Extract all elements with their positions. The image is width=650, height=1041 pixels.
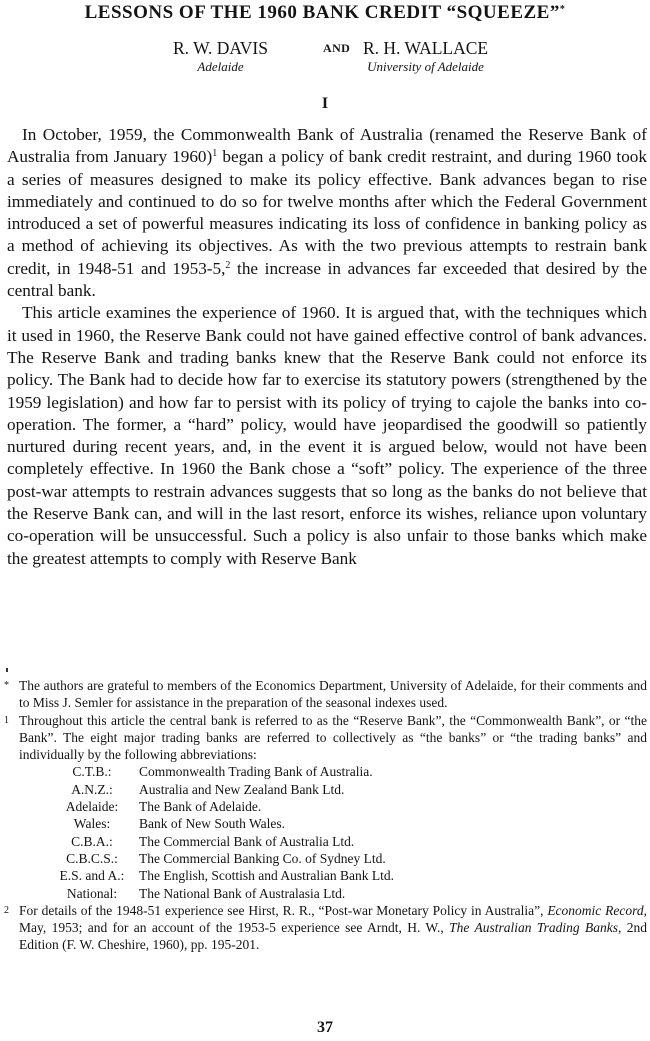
bank-name: Commonwealth Trading Bank of Australia. <box>139 764 373 780</box>
abbreviation: A.N.Z.: <box>71 781 113 797</box>
table-row <box>45 885 394 902</box>
paragraph-text: In October, 1959, the Commonwealth Bank of Australia (renamed the Reserve Bank of Australia from January 1960) <box>7 125 647 167</box>
footnote-2 <box>4 902 647 954</box>
footnote-text: Throughout this article the central bank is referred to as the “Reserve Bank”, the “Commonwealth Bank”, or “the Bank”. The eight major trading banks are referred to collectively as “the banks” or “the trading banks” and individually by the following abbreviations: <box>19 712 647 763</box>
book-title: The Australian Trading Banks <box>449 920 618 936</box>
footnote-text: The authors are grateful to members of the Economics Department, University of Adelaide, for their comments and to Miss J. Semler for assistance in the preparation of the seasonal indexes used. <box>19 678 647 711</box>
table-row <box>45 850 394 867</box>
table-row <box>45 781 394 798</box>
table-row <box>45 833 394 850</box>
paragraph-text: the increase in advances far exceeded that desired by the central bank. <box>7 258 647 301</box>
author-name: R. W. DAVIS <box>173 38 268 58</box>
footnotes <box>4 677 647 954</box>
footnote-text: For details of the 1948-51 experience see Hirst, R. R., “Post-war Monetary Policy in Australia”, <box>19 902 548 918</box>
bank-name: Australia and New Zealand Bank Ltd. <box>139 781 345 797</box>
journal-title: Economic Record <box>547 902 644 918</box>
abbreviation: Adelaide: <box>65 799 119 815</box>
article-title-text: LESSONS OF THE 1960 BANK CREDIT “SQUEEZE” <box>84 2 560 23</box>
abbreviation: National: <box>66 885 118 901</box>
table-row <box>45 763 394 780</box>
abbreviation: C.B.A.: <box>71 833 113 849</box>
author-affiliation: Adelaide <box>197 59 244 74</box>
table-row <box>45 798 394 815</box>
table-row <box>45 867 394 884</box>
footnote-1 <box>4 712 647 764</box>
article-body <box>7 124 647 570</box>
footnote-marker: 2 <box>4 904 9 916</box>
article-title <box>0 2 650 24</box>
abbreviation: C.B.C.S.: <box>66 850 118 866</box>
bank-name: The Commercial Bank of Australia Ltd. <box>139 833 355 849</box>
author-davis <box>173 38 268 74</box>
author-affiliation: University of Adelaide <box>367 59 484 74</box>
bank-name: The English, Scottish and Australian Bank Ltd. <box>139 868 394 884</box>
author-joiner: AND <box>323 41 351 55</box>
footnote-ref-1[interactable]: 1 <box>212 148 218 160</box>
abbreviation: E.S. and A.: <box>59 868 125 884</box>
section-heading: I <box>321 95 329 112</box>
bank-name: Bank of New South Wales. <box>139 816 286 832</box>
bank-abbreviations-table <box>45 763 394 901</box>
footnote-marker: * <box>4 680 9 691</box>
print-speck <box>6 668 8 672</box>
bank-name: The Bank of Adelaide. <box>139 799 262 815</box>
abbreviation: Wales: <box>73 816 111 832</box>
abbreviation: C.T.B.: <box>72 764 112 780</box>
paragraph-2: This article examines the experience of 1960. It is argued that, with the techniques which it used in 1960, the Reserve Bank could not have gained effective control of bank advances. The Reserve Bank and trading banks knew that the Reserve Bank could not enforce its policy. The Bank had to decide how far to exercise its statutory powers (strengthened by the 1959 legislation) and how far to persist with its policy of trying to cajole the banks into co-operation. The former, a “hard” policy, would have jeopardised the goodwill so patiently nurtured during recent years, and, in the event it is argued below, would not have been completely effective. In 1960 the Bank chose a “soft” policy. The experience of the three post-war attempts to restrain advances suggests that so long as the banks do not believe that the Reserve Bank can, and will in the last resort, enforce its wishes, reliance upon voluntary co-operation will be unsuccessful. Such a policy is also unfair to those banks which make the greatest attempts to comply with Reserve Bank <box>7 303 647 568</box>
title-footnote-marker[interactable]: * <box>559 4 566 15</box>
table-row <box>45 815 394 832</box>
footnote-marker: 1 <box>4 714 9 726</box>
footnote-text: , 2nd Edition (F. W. Cheshire, 1960), pp. 195-201. <box>19 920 647 953</box>
paragraph-1 <box>7 124 647 302</box>
bank-name: The Commercial Banking Co. of Sydney Ltd. <box>139 850 386 866</box>
footnote-star <box>4 677 647 712</box>
author-name: R. H. WALLACE <box>363 38 489 58</box>
bank-name: The National Bank of Australasia Ltd. <box>139 885 346 901</box>
footnote-ref-2[interactable]: 2 <box>225 259 231 271</box>
footnote-text: , May, 1953; and for an account of the 1953-5 experience see Arndt, H. W., <box>19 902 648 936</box>
page-number: 37 <box>317 1019 333 1036</box>
paragraph-text: began a policy of bank credit restraint, and during 1960 took a series of measures designed to make its policy effective. Bank advances began to rise immediately and continued to do so for twelve months after which the Federal Government introduced a set of powerful measures indicating its loss of confidence in banking policy as a method of achieving its objectives. As with the two previous attempts to restrain bank credit, in 1948-51 and 1953-5, <box>7 147 647 278</box>
author-wallace <box>363 38 488 74</box>
